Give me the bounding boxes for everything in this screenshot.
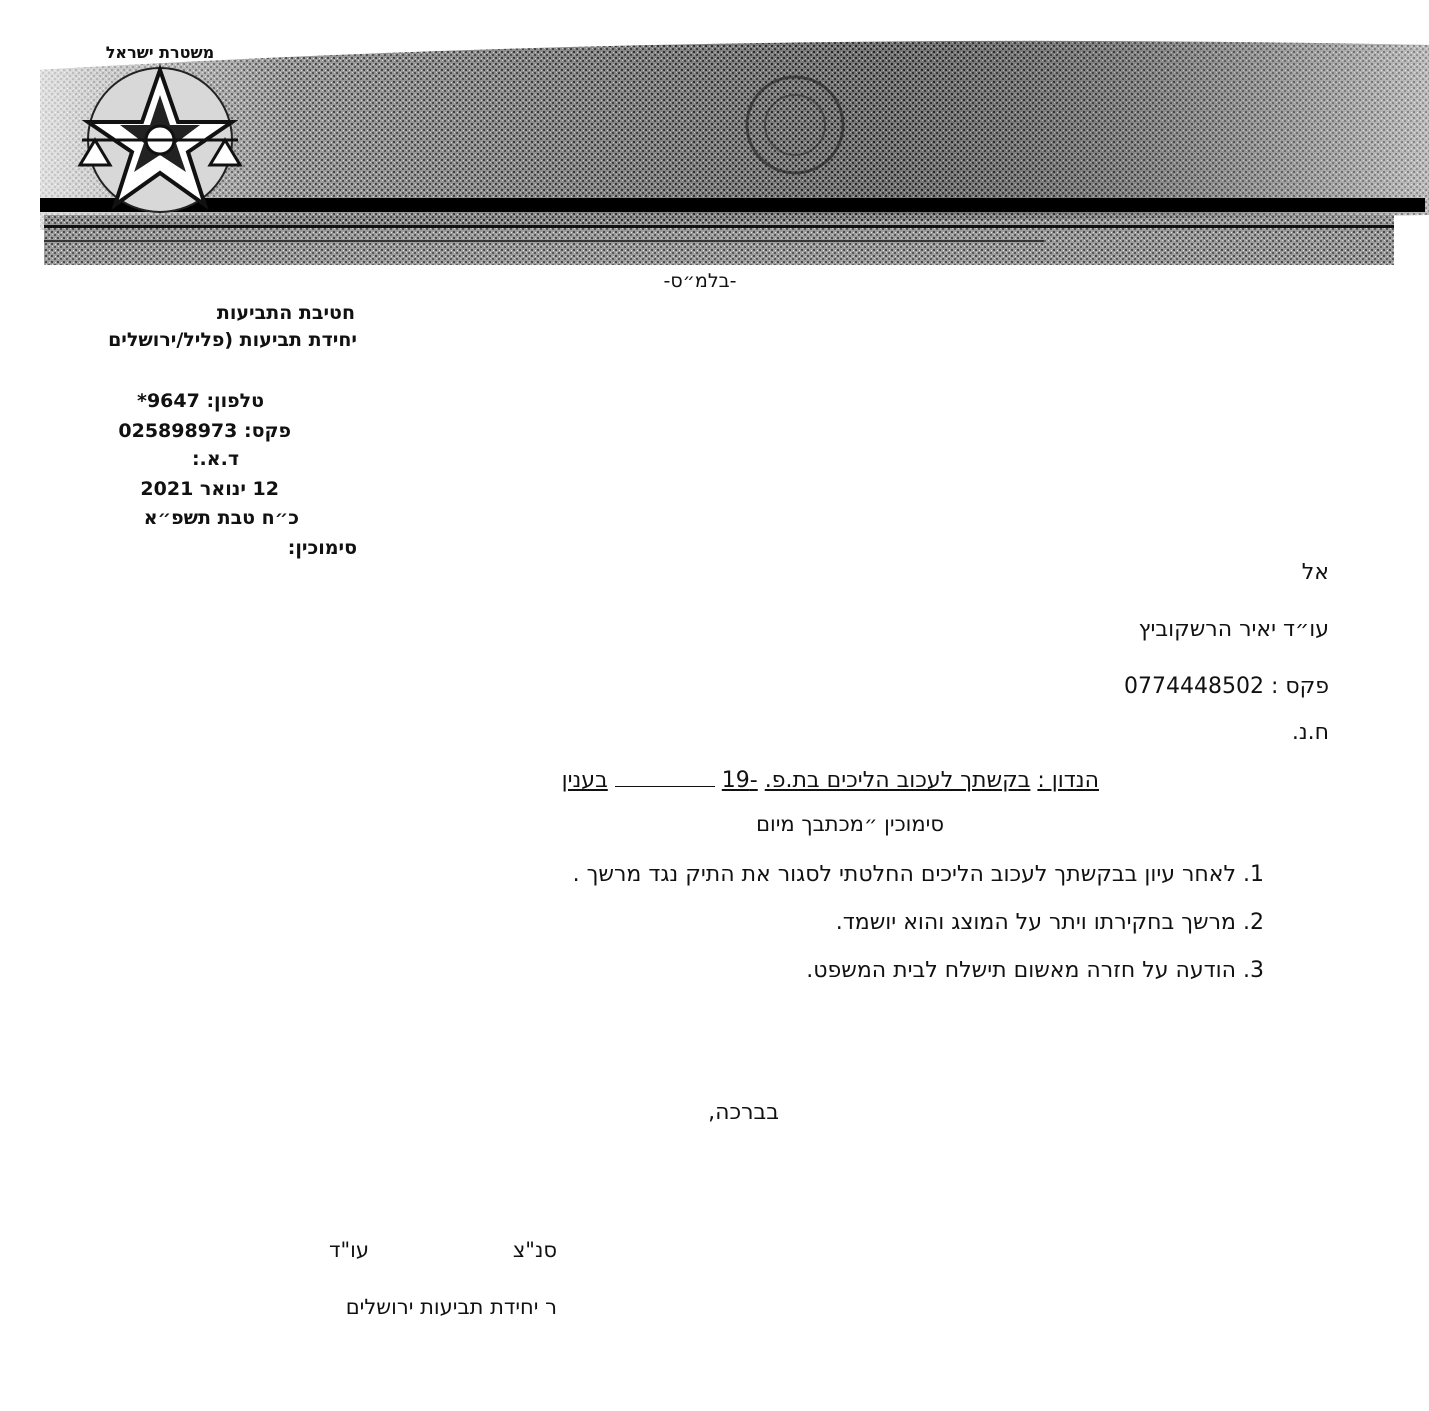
signature-rank: סנ"צ — [512, 1238, 557, 1262]
phone-row — [137, 388, 264, 414]
phone-value: 9647* — [137, 390, 200, 412]
recipient-fax-label: פקס : — [1270, 674, 1329, 699]
recipient-fax — [1124, 674, 1329, 699]
list-item — [806, 958, 1281, 983]
phone-label: טלפון: — [206, 390, 264, 412]
item-text: לאחר עיון בבקשתך לעכוב הליכים החלטתי לסגור את התיק נגד מרשך . — [572, 862, 1236, 887]
reference-label: סימוכין: — [287, 537, 357, 559]
fax-row — [118, 418, 291, 444]
fax-label: פקס: — [244, 420, 291, 442]
signature-title: עו"ד — [329, 1238, 369, 1262]
subject-text: בקשתך לעכוב הליכים בת.פ. — [764, 768, 1031, 793]
list-item — [573, 862, 1281, 887]
recipient-fax-value: 0774448502 — [1123, 674, 1264, 699]
redacted-blank — [615, 768, 715, 787]
division-name: חטיבת התביעות — [216, 302, 355, 324]
item-number: 1. — [1243, 862, 1264, 887]
item-number: 3. — [1243, 958, 1264, 983]
subject-in-re: בענין — [561, 768, 608, 793]
greeting: ח.נ. — [1291, 720, 1329, 745]
fax-value: 025898973 — [118, 420, 238, 442]
svg-text:משטרת ישראל: משטרת ישראל — [105, 43, 215, 62]
reference-line: סימוכין ״מכתבך מיום — [756, 812, 944, 836]
to-label: אל — [1301, 560, 1329, 585]
unit-name: יחידת תביעות (פליל/ירושלים — [108, 329, 357, 351]
recipient-name: עו״ד יאיר הרשקוביץ — [1138, 617, 1329, 642]
item-text: מרשך בחקירתו ויתר על המוצג והוא יושמד. — [835, 910, 1236, 935]
date-gregorian: 12 ינואר 2021 — [140, 478, 279, 500]
subject-line — [562, 768, 1099, 793]
item-number: 2. — [1243, 910, 1264, 935]
classification-label: -בלמ״ס- — [663, 270, 737, 292]
date-hebrew: כ״ח טבת תשפ״א — [143, 507, 299, 529]
letterhead-banner — [0, 0, 1429, 280]
list-item — [836, 910, 1281, 935]
closing-greeting: בברכה, — [708, 1100, 779, 1125]
item-text: הודעה על חזרה מאשום תישלח לבית המשפט. — [806, 958, 1236, 983]
po-box-label: ד.א.: — [191, 448, 239, 470]
subject-case-suffix: -19 — [721, 768, 758, 793]
subject-label: הנדון : — [1037, 768, 1099, 793]
signature-role: ר יחידת תביעות ירושלים — [345, 1295, 557, 1319]
